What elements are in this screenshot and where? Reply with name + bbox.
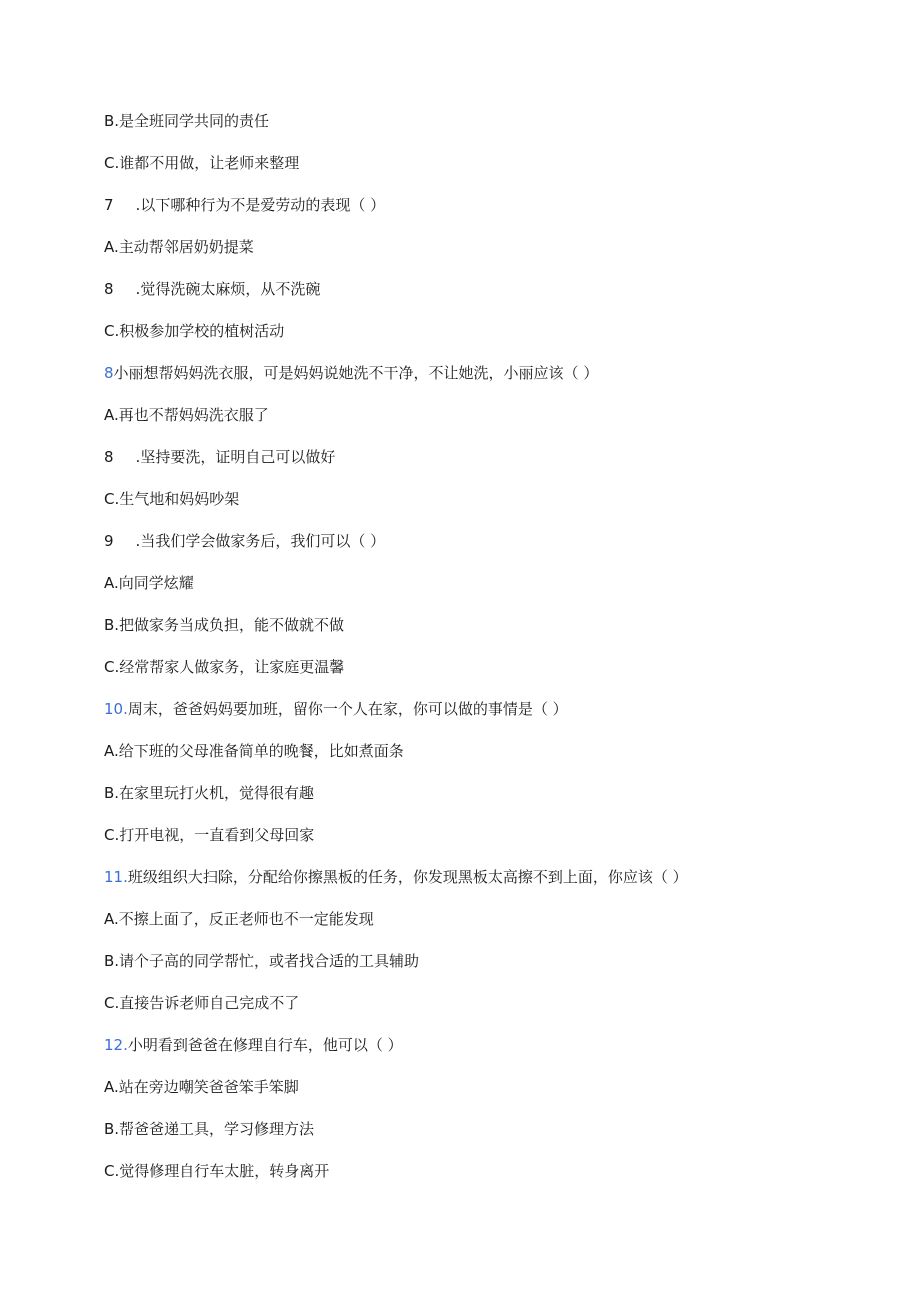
option-line: C.打开电视，一直看到父母回家: [104, 826, 315, 844]
option-line: C.谁都不用做，让老师来整理: [104, 154, 300, 172]
question-line: 8小丽想帮妈妈洗衣服，可是妈妈说她洗不干净，不让她洗，小丽应该（ ）: [104, 364, 599, 382]
option-line: C.积极参加学校的植树活动: [104, 322, 285, 340]
option-number: 8: [104, 448, 114, 466]
option-line: B.请个子高的同学帮忙，或者找合适的工具辅助: [104, 952, 420, 970]
question-number: 9: [104, 532, 114, 550]
option-line: A.向同学炫耀: [104, 574, 194, 592]
option-line: C.经常帮家人做家务，让家庭更温馨: [104, 658, 345, 676]
option-line: C.生气地和妈妈吵架: [104, 490, 240, 508]
option-line: B.在家里玩打火机，觉得很有趣: [104, 784, 315, 802]
option-line: 8 .觉得洗碗太麻烦，从不洗碗: [104, 280, 321, 298]
option-number: 8: [104, 280, 114, 298]
option-line: A.主动帮邻居奶奶提菜: [104, 238, 254, 256]
question-line: 11.班级组织大扫除，分配给你擦黑板的任务，你发现黑板太高擦不到上面，你应该（ ）: [104, 868, 688, 886]
question-number: 11.: [104, 868, 128, 886]
option-line: A.再也不帮妈妈洗衣服了: [104, 406, 269, 424]
option-line: A.给下班的父母准备简单的晚餐，比如煮面条: [104, 742, 404, 760]
question-number: 7: [104, 196, 114, 214]
question-number: 8: [104, 364, 114, 382]
option-line: C.觉得修理自行车太脏，转身离开: [104, 1162, 330, 1180]
option-line: A.站在旁边嘲笑爸爸笨手笨脚: [104, 1078, 299, 1096]
option-line: A.不擦上面了，反正老师也不一定能发现: [104, 910, 374, 928]
question-line: 9 .当我们学会做家务后，我们可以（ ）: [104, 532, 386, 550]
option-line: B.帮爸爸递工具，学习修理方法: [104, 1120, 315, 1138]
question-line: 7 .以下哪种行为不是爱劳动的表现（ ）: [104, 196, 386, 214]
question-line: 10.周末，爸爸妈妈要加班，留你一个人在家，你可以做的事情是（ ）: [104, 700, 568, 718]
question-number: 12.: [104, 1036, 128, 1054]
option-line: B.把做家务当成负担，能不做就不做: [104, 616, 345, 634]
question-line: 12.小明看到爸爸在修理自行车，他可以（ ）: [104, 1036, 403, 1054]
option-line: C.直接告诉老师自己完成不了: [104, 994, 300, 1012]
option-line: B.是全班同学共同的责任: [104, 112, 270, 130]
question-number: 10.: [104, 700, 128, 718]
option-line: 8 .坚持要洗，证明自己可以做好: [104, 448, 336, 466]
